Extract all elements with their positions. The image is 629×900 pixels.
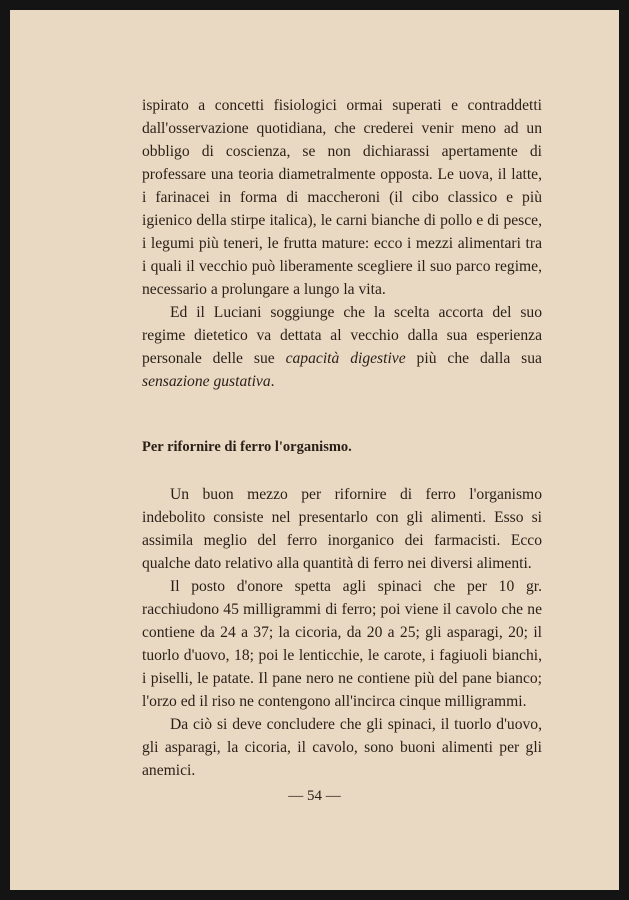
paragraph-continued: ispirato a concetti fisiologici ormai superati e contraddetti dall'osservazione quotidiana, che crederei venir meno ad un obbligo di coscienza, se non dichiarassi apertamente di professare una teoria diametralmente opposta. Le uova, il latte, i farinacei in forma di maccheroni (il cibo classico e più igienico della stirpe italica), le carni bianche di pollo e di pesce, i legumi più teneri, le frutta mature: ecco i mezzi alimentari tra i quali il vecchio può liberamente scegliere il suo parco regime, necessario a prolungare a lungo la vita. bbox=[142, 97, 542, 298]
section-heading: Per rifornire di ferro l'organismo. bbox=[142, 439, 352, 455]
section-paragraph: Un buon mezzo per rifornire di ferro l'organismo indebolito consiste nel presentarlo con gli alimenti. Esso si assimila meglio del ferro inorganico dei farmacisti. Ecco qualche dato relativo alla quantità di ferro nei diversi alimenti. bbox=[142, 486, 542, 572]
paragraph-luciani bbox=[142, 301, 542, 393]
luciani-text-after: . bbox=[270, 373, 275, 390]
luciani-text-before: Ed il Luciani soggiunge che la scelta accorta del suo regime dietetico va dettata al vecchio dalla sua esperienza personale delle sue bbox=[142, 304, 542, 367]
luciani-text-middle: più che dalla sua bbox=[405, 350, 542, 367]
italic-sensazione-gustativa: sensazione gustativa bbox=[142, 373, 271, 390]
section-paragraph: Il posto d'onore spetta agli spinaci che per 10 gr. racchiudono 45 milligrammi di ferro; poi viene il cavolo che ne contiene da 24 a 37; la cicoria, da 20 a 25; gli asparagi, 20; il tuorlo d'uovo, 18; poi le lenticchie, le carote, i fagiuoli bianchi, i piselli, le patate. Il pane nero ne contiene più del pane bianco; l'orzo ed il riso ne contengono all'incirca cinque milligrammi. bbox=[142, 578, 542, 710]
page-text bbox=[142, 94, 542, 782]
page-number: — 54 — bbox=[288, 788, 341, 804]
italic-capacita-digestive: capacità digestive bbox=[285, 350, 406, 367]
section-paragraph: Da ciò si deve concludere che gli spinaci, il tuorlo d'uovo, gli asparagi, la cicoria, il cavolo, sono buoni alimenti per gli anemici. bbox=[142, 716, 542, 779]
section-body bbox=[142, 483, 542, 782]
book-page bbox=[10, 10, 619, 890]
